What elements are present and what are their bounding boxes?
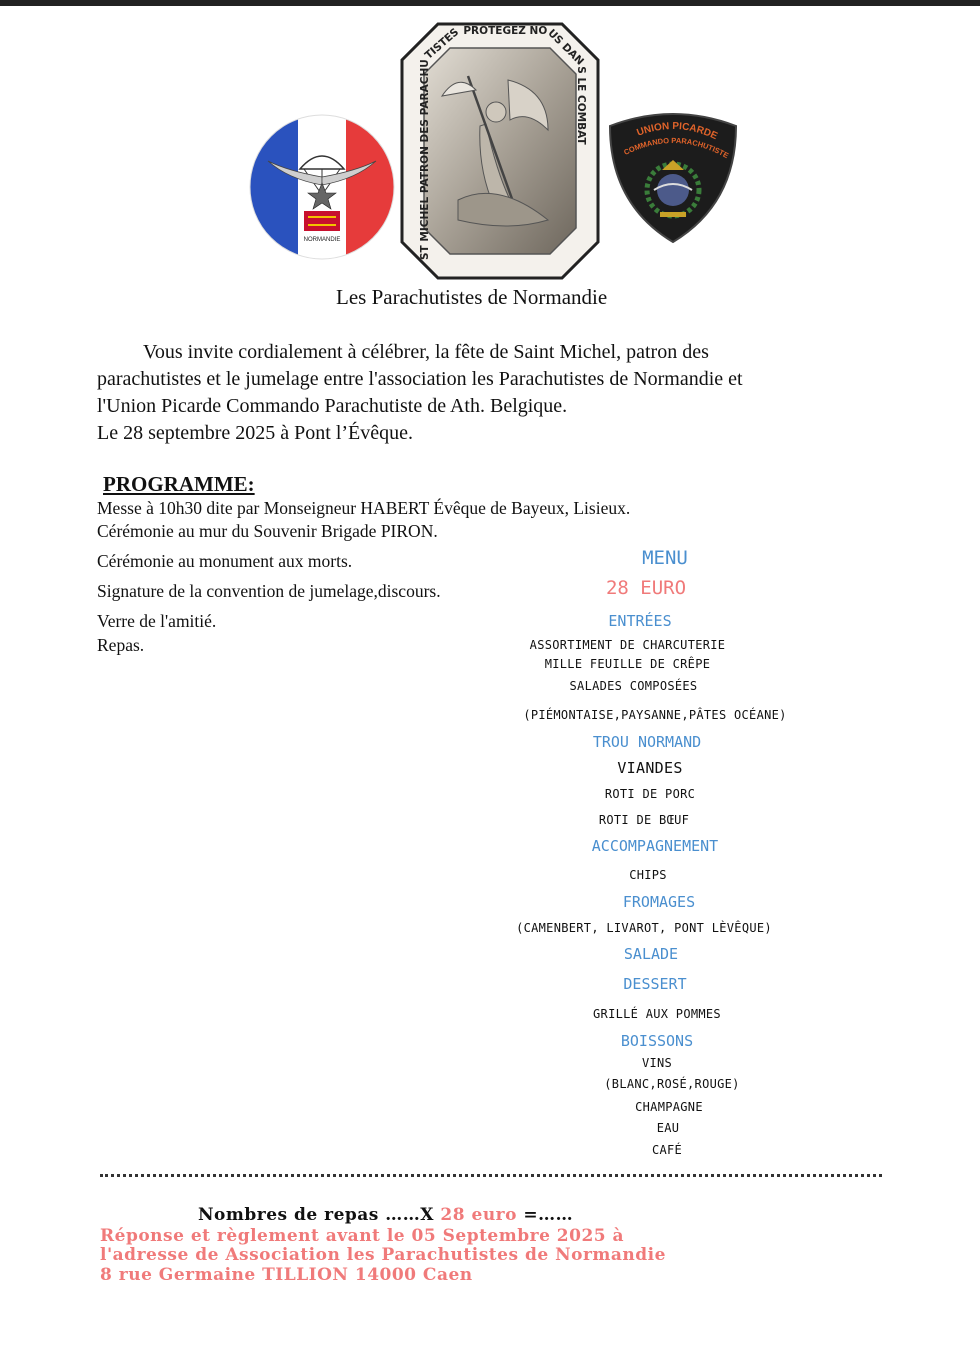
menu-item: CHIPS [629, 868, 667, 882]
menu-item: (BLANC,ROSÉ,ROUGE) [604, 1077, 740, 1091]
dotted-separator [100, 1174, 882, 1177]
medal-ring-text: ST MICHEL PATRON DES PARACHUTISTES PROTÉGEZ NOUS DANS LE COMBAT [419, 25, 587, 260]
invitation-date: Le 28 septembre 2025 à Pont l’Évêque. [97, 422, 414, 444]
left-logo-bottom-text: NORMANDIE [303, 237, 341, 243]
programme-item: Cérémonie au mur du Souvenir Brigade PIRON. [97, 521, 438, 541]
menu-viandes-heading: VIANDES [617, 759, 683, 777]
menu-trou-normand: TROU NORMAND [592, 733, 702, 751]
programme-item: Verre de l'amitié. [97, 611, 217, 631]
menu-price: 28 EURO [605, 577, 687, 599]
menu-item: EAU [656, 1121, 680, 1135]
invitation-line-1: Vous invite cordialement à célébrer, la fête de Saint Michel, patron des [143, 341, 709, 363]
programme-heading: PROGRAMME: [103, 472, 255, 496]
normandie-para-logo [248, 113, 396, 261]
invitation-line-2: parachutistes et le jumelage entre l'association les Parachutistes de Normandie et [97, 368, 743, 390]
menu-entrees-heading: ENTRÉES [608, 612, 672, 630]
meals-count-suffix: =…… [516, 1205, 574, 1225]
top-border [0, 0, 980, 6]
meals-count-prefix: Nombres de repas ……X [198, 1205, 441, 1225]
shield-line2: COMMANDO PARACHUTISTE [622, 135, 731, 161]
reply-street: 8 rue Germaine TILLION 14000 Caen [100, 1265, 473, 1285]
menu-item: ASSORTIMENT DE CHARCUTERIE [529, 638, 726, 652]
menu-item: MILLE FEUILLE DE CRÊPE [544, 657, 711, 671]
menu-item: CAFÉ [651, 1143, 683, 1157]
menu-item-note: (PIÉMONTAISE,PAYSANNE,PÂTES OCÉANE) [523, 708, 787, 722]
left-logo-top-text: LES [316, 145, 328, 151]
menu-item: CHAMPAGNE [635, 1100, 703, 1114]
reply-address-line: l'adresse de Association les Parachutistes de Normandie [100, 1245, 666, 1265]
programme-item: Repas. [97, 635, 145, 655]
menu-fromages-heading: FROMAGES [622, 893, 696, 911]
menu-salade-heading: SALADE [623, 945, 679, 963]
menu-title: MENU [642, 547, 688, 569]
meals-count-line [198, 1205, 573, 1225]
programme-item: Signature de la convention de jumelage,discours. [97, 581, 441, 601]
invitation-line-3: l'Union Picarde Commando Parachutiste de Ath. Belgique. [97, 395, 568, 417]
menu-item: ROTI DE BŒUF [598, 813, 690, 827]
shield-line1: UNION PICARDE [635, 120, 720, 143]
reply-deadline: Réponse et règlement avant le 05 Septembre 2025 à [100, 1226, 625, 1246]
menu-boissons-heading: BOISSONS [620, 1032, 694, 1050]
page-title: Les Parachutistes de Normandie [336, 285, 608, 309]
saint-michel-medal [398, 20, 602, 282]
programme-item: Messe à 10h30 dite par Monseigneur HABERT Évêque de Bayeux, Lisieux. [97, 498, 631, 518]
meals-count-price: 28 euro [440, 1205, 517, 1225]
menu-item: (CAMENBERT, LIVAROT, PONT LÈVÊQUE) [516, 921, 772, 935]
union-picarde-shield [604, 108, 742, 246]
menu-item: VINS [641, 1056, 673, 1070]
menu-dessert-heading: DESSERT [623, 975, 687, 993]
programme-item: Cérémonie au monument aux morts. [97, 551, 353, 571]
menu-item: ROTI DE PORC [604, 787, 696, 801]
menu-item: SALADES COMPOSÉES [569, 679, 698, 693]
menu-item: GRILLÉ AUX POMMES [593, 1007, 721, 1021]
menu-accompagnement-heading: ACCOMPAGNEMENT [591, 837, 719, 855]
